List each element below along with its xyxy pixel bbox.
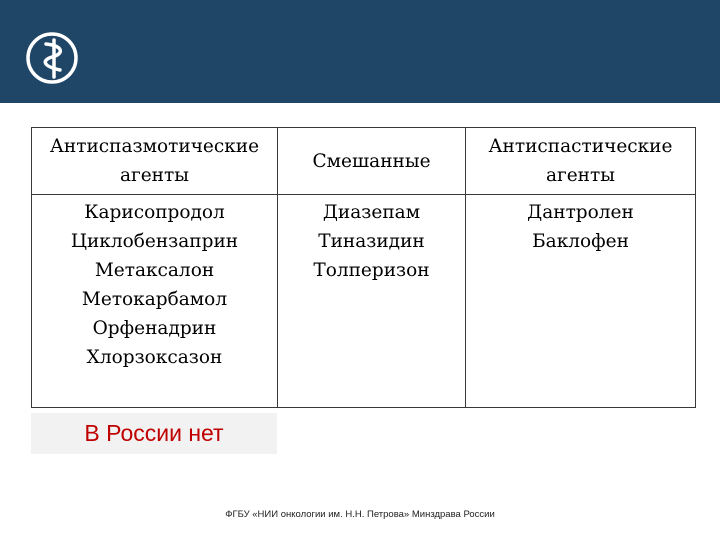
drug-name: Толперизон xyxy=(313,260,430,281)
header-line: Смешанные xyxy=(312,150,431,172)
drug-name: Карисопродол xyxy=(84,202,225,223)
footer-institution: ФГБУ «НИИ онкологии им. Н.Н. Петрова» Минздрава России xyxy=(225,509,495,520)
header-mixed xyxy=(278,128,466,195)
drug-name: Орфенадрин xyxy=(92,318,217,339)
drug-name: Хлорзоксазон xyxy=(86,347,223,368)
caduceus-icon xyxy=(24,30,80,86)
antispastic-drugs-cell xyxy=(466,195,696,408)
header-line: агенты xyxy=(546,165,615,186)
table-header-row xyxy=(32,128,696,195)
header-line: Антиспастические xyxy=(488,136,673,157)
drug-name: Диазепам xyxy=(322,202,421,223)
not-in-russia-note: В России нет xyxy=(31,413,277,454)
drug-name: Циклобензаприн xyxy=(70,231,239,252)
drug-name: Метокарбамол xyxy=(81,289,228,310)
drug-name: Баклофен xyxy=(532,231,629,252)
antispasmodic-drugs-cell xyxy=(32,195,278,408)
header-antispastic xyxy=(466,128,696,195)
header-line: Антиспазмотические xyxy=(49,136,260,157)
drug-name: Дантролен xyxy=(527,202,634,223)
header-bar xyxy=(0,0,720,103)
mixed-drugs-cell xyxy=(278,195,466,408)
header-antispasmodic xyxy=(32,128,278,195)
drug-table xyxy=(31,127,696,408)
drug-name: Тиназидин xyxy=(318,231,425,252)
header-line: агенты xyxy=(120,165,189,186)
drug-name: Метаксалон xyxy=(94,260,215,281)
table-row xyxy=(32,195,696,408)
